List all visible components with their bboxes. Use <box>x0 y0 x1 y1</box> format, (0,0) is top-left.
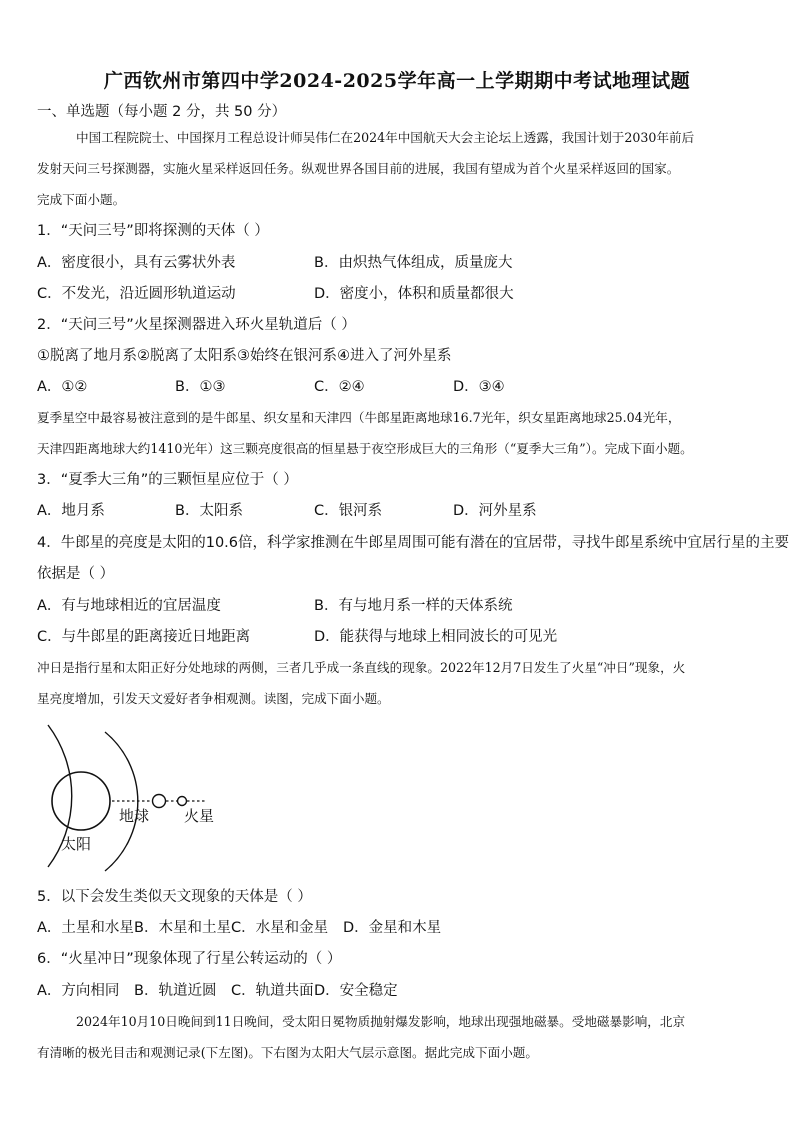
option-a[interactable]: A．方向相同 <box>37 983 120 999</box>
passage-text: 夏季星空中最容易被注意到的是牛郎星、织女星和天津四（牛郎星距离地球16.7光年，织女星距离地球25.04光年， <box>37 410 681 425</box>
passage-text: 完成下面小题。 <box>37 192 126 207</box>
option-b[interactable]: B．太阳系 <box>175 503 243 519</box>
question-stem: 2．“天问三号”火星探测器进入环火星轨道后（ ） <box>37 317 356 333</box>
option-b[interactable]: B．木星和土星 <box>134 920 231 936</box>
question-stem-cont: 依据是（ ） <box>37 566 115 582</box>
option-a[interactable]: A．有与地球相近的宜居温度 <box>37 598 221 614</box>
option-c[interactable]: C．不发光，沿近圆形轨道运动 <box>37 286 236 302</box>
opposition-diagram <box>40 716 240 876</box>
option-d[interactable]: D．能获得与地球上相同波长的可见光 <box>314 629 558 645</box>
passage-text: 2024年10月10日晚间到11日晚间，受太阳日冕物质抛射爆发影响，地球出现强地磁暴。受地磁暴影响，北京 <box>76 1014 686 1029</box>
option-b[interactable]: B．有与地月系一样的天体系统 <box>314 598 513 614</box>
section-heading: 一、单选题（每小题 2 分，共 50 分） <box>37 104 287 120</box>
option-c[interactable]: C．轨道共面 <box>231 983 314 999</box>
option-a[interactable]: A．①② <box>37 379 88 395</box>
passage-text: 星亮度增加，引发天文爱好者争相观测。读图，完成下面小题。 <box>37 691 390 706</box>
mars-dot <box>178 797 187 806</box>
question-stem: 4．牛郎星的亮度是太阳的10.6倍，科学家推测在牛郎星周围可能有潜在的宜居带，寻找牛郎星系统中宜居行星的主要 <box>37 535 790 551</box>
option-d[interactable]: D．安全稳定 <box>314 983 398 999</box>
passage-text: 冲日是指行星和太阳正好分处地球的两侧，三者几乎成一条直线的现象。2022年12月7日发生了火星“冲日”现象，火 <box>37 660 686 675</box>
option-d[interactable]: D．金星和木星 <box>343 920 442 936</box>
sun-label: 太阳 <box>61 835 92 853</box>
earth-dot <box>153 795 166 808</box>
option-d[interactable]: D．③④ <box>453 379 505 395</box>
question-stem: 3．“夏季大三角”的三颗恒星应位于（ ） <box>37 472 298 488</box>
option-a[interactable]: A．土星和水星 <box>37 920 134 936</box>
question-stem: 6．“火星冲日”现象体现了行星公转运动的（ ） <box>37 951 342 967</box>
question-stem: 5．以下会发生类似天文现象的天体是（ ） <box>37 889 312 905</box>
passage-text: 发射天问三号探测器，实施火星采样返回任务。纵观世界各国目前的进展，我国有望成为首个火星采样返回的国家。 <box>37 161 680 176</box>
passage-text: 中国工程院院士、中国探月工程总设计师吴伟仁在2024年中国航天大会主论坛上透露，我国计划于2030年前后 <box>76 130 695 145</box>
option-a[interactable]: A．地月系 <box>37 503 105 519</box>
question-items: ①脱离了地月系②脱离了太阳系③始终在银河系④进入了河外星系 <box>37 348 452 364</box>
option-c[interactable]: C．与牛郎星的距离接近日地距离 <box>37 629 251 645</box>
option-b[interactable]: B．轨道近圆 <box>134 983 217 999</box>
option-d[interactable]: D．密度小，体积和质量都很大 <box>314 286 514 302</box>
question-stem: 1．“天问三号”即将探测的天体（ ） <box>37 223 269 239</box>
option-c[interactable]: C．②④ <box>314 379 365 395</box>
passage-text: 天津四距离地球大约1410光年）这三颗亮度很高的恒星悬于夜空形成巨大的三角形（“夏季大三角”）。完成下面小题。 <box>37 441 693 456</box>
option-d[interactable]: D．河外星系 <box>453 503 537 519</box>
option-c[interactable]: C．银河系 <box>314 503 383 519</box>
sun-circle <box>52 772 110 830</box>
option-b[interactable]: B．①③ <box>175 379 226 395</box>
option-c[interactable]: C．水星和金星 <box>231 920 329 936</box>
option-a[interactable]: A．密度很小，具有云雾状外表 <box>37 255 236 271</box>
passage-text: 有清晰的极光目击和观测记录(下左图)。下右图为太阳大气层示意图。据此完成下面小题。 <box>37 1045 538 1060</box>
option-b[interactable]: B．由炽热气体组成，质量庞大 <box>314 255 513 271</box>
page-title: 广西钦州市第四中学2024-2025学年高一上学期期中考试地理试题 <box>103 70 691 92</box>
mars-label: 火星 <box>184 807 215 825</box>
earth-label: 地球 <box>119 807 150 825</box>
